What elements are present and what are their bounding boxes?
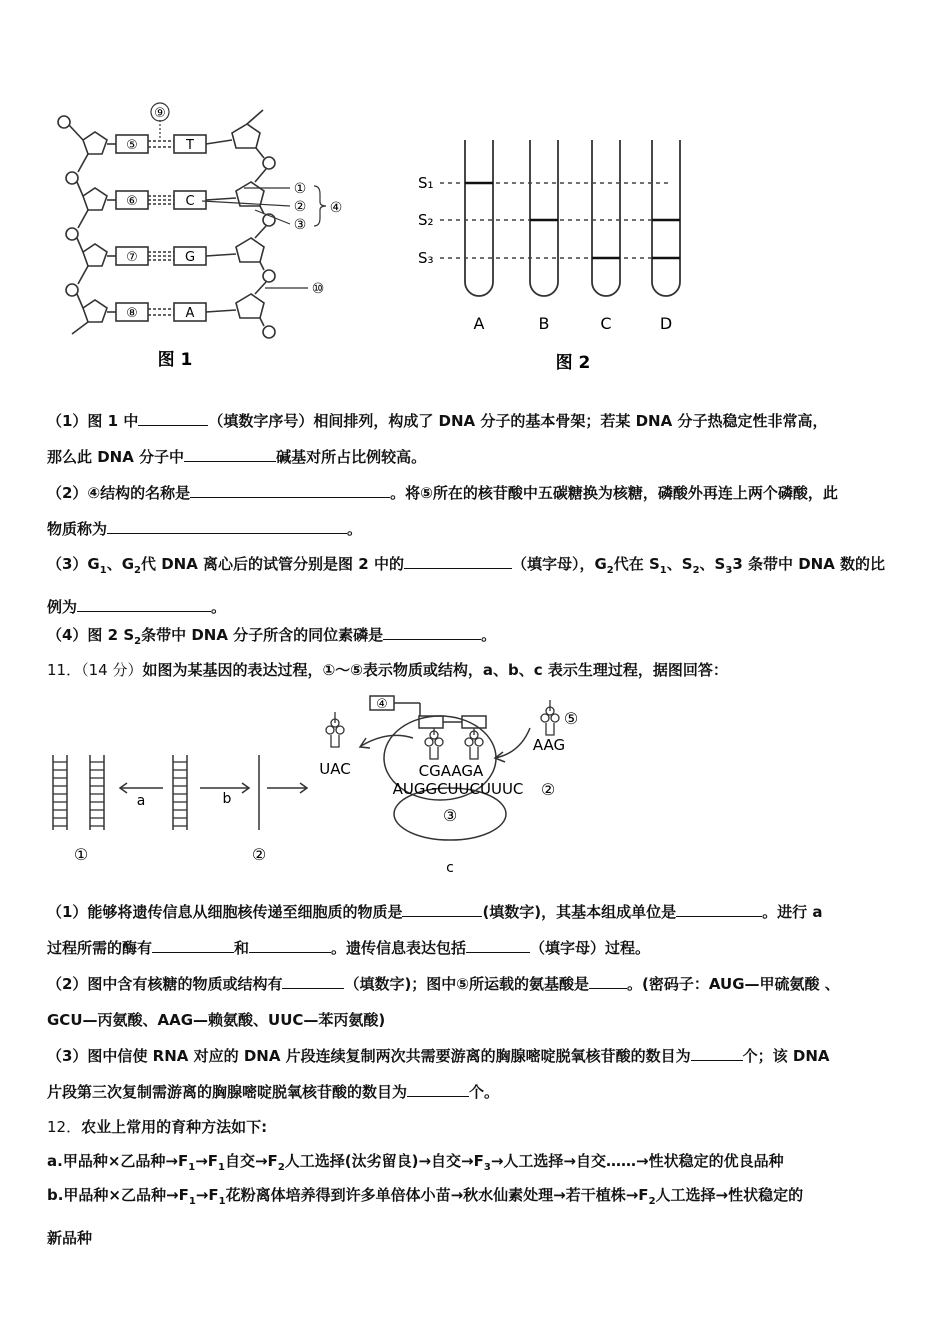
label-9: ⑨ (154, 106, 166, 121)
q11-part3: （3）图中信使 RNA 对应的 DNA 片段连续复制两次共需要游离的胸腺嘧啶脱氧核苷酸的数目为 个；该 DNA 片段第三次复制需游离的胸腺嘧啶脱氧核苷酸的数目为 个。 (47, 1038, 907, 1110)
base-G: G (184, 250, 196, 265)
tube-label-B: B (538, 314, 550, 333)
q12-stem: 12．农业上常用的育种方法如下: (47, 1118, 268, 1136)
q12-method-a: a.甲品种×乙品种$\to F_1\to F_1$自交$\to F_2$人工选择(汰劣留良)→自交$\to F_3\to$人工选择→自交……→性状稳定的优良品种 (47, 1152, 784, 1173)
figure-1-caption: 图 1 (157, 350, 193, 370)
label-10: ⑩ (311, 281, 325, 297)
base-C: C (185, 194, 195, 209)
answer-blank[interactable] (407, 1078, 469, 1097)
label-1: ① (293, 181, 307, 197)
label-1: ① (73, 845, 89, 864)
process-b-label: b (222, 791, 232, 807)
label-2: ② (293, 199, 307, 215)
tube-B (530, 140, 558, 296)
answer-blank[interactable] (676, 898, 762, 917)
answer-blank[interactable] (691, 1042, 743, 1061)
answer-blank[interactable] (138, 407, 208, 426)
trna-icon (465, 728, 483, 759)
answer-blank[interactable] (466, 934, 530, 953)
answer-blank[interactable] (589, 970, 627, 989)
label-2-lower: ② (251, 845, 267, 864)
answer-blank[interactable] (190, 479, 390, 498)
band-label-s1: S₁ (418, 174, 434, 192)
q10-part2: （2）④结构的名称是 。将⑤所在的核苷酸中五碳糖换为核糖，磷酸外再连上两个磷酸，此 物质称为 。 (47, 475, 907, 547)
tube-label-D: D (659, 314, 673, 333)
base-label-5: ⑤ (126, 138, 138, 153)
tube-A (465, 140, 493, 296)
answer-blank[interactable] (77, 593, 211, 612)
label-2-mrna: ② (540, 780, 556, 799)
label-4: ④ (376, 697, 388, 712)
band-label-s2: S₂ (418, 211, 434, 229)
answer-blank[interactable] (152, 934, 234, 953)
anticodon-aag: AAG (532, 736, 566, 754)
base-label-7: ⑦ (126, 250, 138, 265)
q10-part3: $(3)G_1$、$G_2$代 DNA 离心后的试管分别是图 2 中的 （填字母），$G_2$代在 $S_1$、$S_2$、$S_33$ 条带中 DNA 数的比 例为 。 (47, 546, 907, 625)
trna-icon (326, 712, 344, 747)
mrna-sequence: AUGGCUUCUUUC (392, 780, 524, 798)
tube-label-C: C (600, 314, 612, 333)
base-label-6: ⑥ (126, 194, 138, 209)
label-3: ③ (293, 217, 307, 233)
answer-blank[interactable] (404, 550, 512, 569)
q10-part1: （1）图 1 中 （填数字序号）相间排列，构成了 DNA 分子的基本骨架；若某 DNA 分子热稳定性非常高， 那么此 DNA 分子中 碱基对所占比例较高。 (47, 403, 907, 475)
figure-2-centrifuge-tubes (410, 130, 700, 380)
answer-blank[interactable] (282, 970, 344, 989)
band-label-s3: S₃ (418, 249, 434, 267)
answer-blank[interactable] (184, 443, 276, 462)
q12-method-b: b.甲品种×乙品种$\to F_1\to F_1$花粉离体培养得到许多单倍体小苗→秋水仙素处理→若干植株$\to F_2$人工选择→性状稳定的 新品种 (47, 1186, 804, 1247)
answer-blank[interactable] (249, 934, 331, 953)
answer-blank[interactable] (402, 898, 482, 917)
q11-stem: 11．（14 分）如图为某基因的表达过程，①～⑤表示物质或结构，a、b、c 表示生理过程，据图回答： (47, 661, 728, 679)
tube-label-A: A (473, 314, 485, 333)
tube-D (652, 140, 680, 296)
base-T: T (186, 138, 194, 153)
phosphate-circle (58, 116, 70, 128)
answer-blank[interactable] (383, 621, 481, 640)
figure-2-caption: 图 2 (555, 353, 591, 373)
process-c-label: c (446, 860, 454, 876)
trna-icon (425, 728, 443, 759)
label-3: ③ (442, 806, 458, 825)
q11-part1: （1）能够将遗传信息从细胞核传递至细胞质的物质是 (填数字)，其基本组成单位是 。进行 a 过程所需的酶有 和 。遗传信息表达包括 （填字母）过程。 (47, 894, 907, 966)
base-A: A (185, 306, 195, 321)
anticodon-uac: UAC (319, 760, 351, 778)
trna-icon (541, 700, 559, 735)
q11-part2: （2）图中含有核糖的物质或结构有 （填数字)；图中⑤所运载的氨基酸是 。(密码子：AUG—甲硫氨酸 、 GCU—丙氨酸、AAG—赖氨酸、UUC—苯丙氨酸) (47, 966, 907, 1038)
deoxyribose-pentagon (83, 132, 107, 154)
anticodons-cgaaga: CGAAGA (418, 762, 484, 780)
figure-1-dna-structure (50, 100, 350, 380)
label-5: ⑤ (563, 709, 579, 728)
q10-part4: （4）图 2 $S_2$条带中 DNA 分子所含的同位素磷是 。 (47, 617, 907, 660)
base-label-8: ⑧ (126, 306, 138, 321)
process-a-label: a (136, 793, 146, 809)
tube-C (592, 140, 620, 296)
answer-blank[interactable] (107, 515, 347, 534)
label-4: ④ (329, 200, 343, 216)
figure-gene-expression (45, 690, 605, 880)
